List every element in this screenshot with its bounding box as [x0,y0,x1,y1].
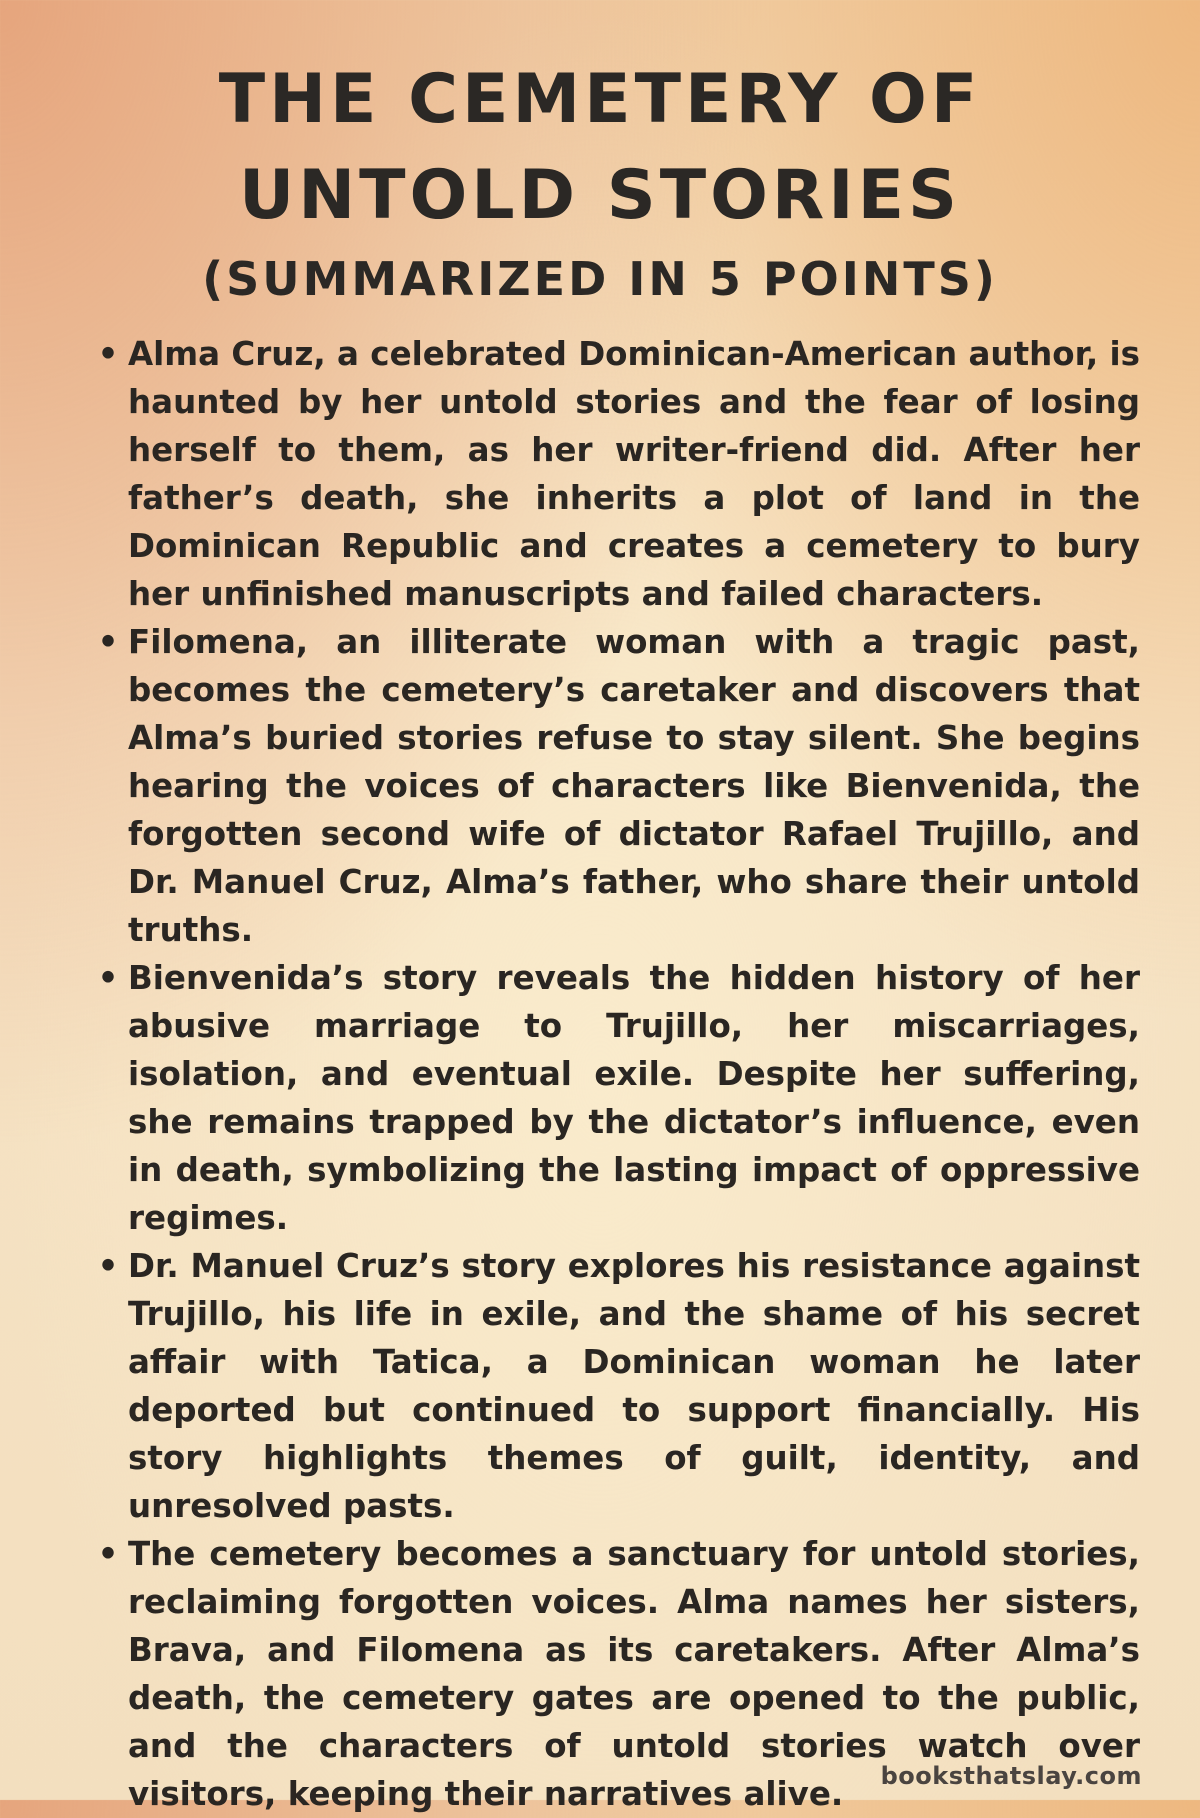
summary-point-4 [96,1242,1140,1530]
summary-point-text: Dr. Manuel Cruz’s story explores his resistance against Trujillo, his life in exile, and the shame of his secret affair with Tatica, a Dominican woman he later deported but continued to support financially. His story highlights themes of guilt, identity, and unresolved pasts. [128,1247,1140,1525]
bullet-icon: • [97,623,119,661]
summary-point-text: Bienvenida’s story reveals the hidden history of her abusive marriage to Trujillo, her miscarriages, isolation, and eventual exile. Despite her suffering, she remains trapped by the dictator’s influence, even in death, symbolizing the lasting impact of oppressive regimes. [128,959,1140,1237]
title-line-2: UNTOLD STORIES [238,156,962,235]
summary-point-3 [96,954,1140,1242]
summary-point-1 [96,330,1140,618]
subtitle: (SUMMARIZED IN 5 POINTS) [202,252,998,306]
bullet-icon: • [97,959,119,997]
bullet-icon: • [97,1535,119,1573]
summary-point-text: Alma Cruz, a celebrated Dominican-American author, is haunted by her untold stories and the fear of losing herself to them, as her writer-friend did. After her father’s death, she inherits a plot of land in the Dominican Republic and creates a cemetery to bury her unfinished manuscripts and failed characters. [128,335,1140,613]
summary-point-text: The cemetery becomes a sanctuary for untold stories, reclaiming forgotten voices. Alma names her sisters, Brava, and Filomena as its caretakers. After Alma’s death, the cemetery gates are opened to the public, and the characters of untold stories watch over visitors, keeping their narratives alive. [128,1535,1140,1813]
title-block [0,52,1200,314]
summary-point-text: Filomena, an illiterate woman with a tragic past, becomes the cemetery’s caretaker and discovers that Alma’s buried stories refuse to stay silent. She begins hearing the voices of characters like Bienvenida, the forgotten second wife of dictator Rafael Trujillo, and Dr. Manuel Cruz, Alma’s father, who share their untold truths. [128,623,1140,949]
bullet-icon: • [97,1247,119,1285]
title-line-1: THE CEMETERY OF [218,60,982,139]
bullet-icon: • [97,335,119,373]
summary-point-2 [96,618,1140,954]
summary-points-list [96,330,1140,1818]
site-watermark: booksthatslay.com [880,1762,1142,1790]
